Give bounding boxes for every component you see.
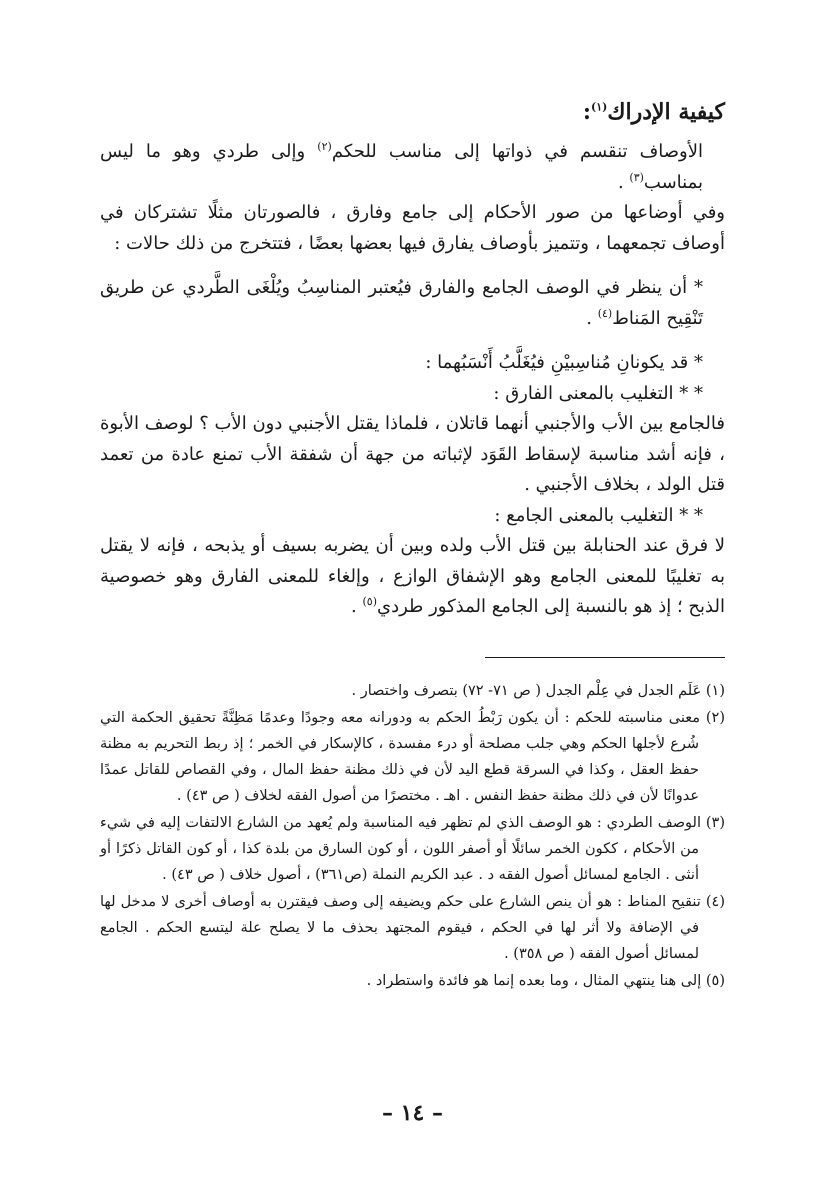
footnote-ref: (٤) xyxy=(597,306,613,320)
footnote: (٣) الوصف الطردي : هو الوصف الذي لم تظهر فيه المناسبة ولم يُعهد من الشارع الالتفات إليه في شيء من الأحكام ، ككون الخمر سائلًا أو أصفر اللون ، أو كون السارق من بلدة كذا ، أو كون القاتل ذكرًا أو أنثى . الجامع لمسائل أصول الفقه د . عبد الكريم النملة (ص٣٦١) ، أصول خلاف ( ص ٤٣) . xyxy=(100,814,725,883)
paragraph: لا فرق عند الحنابلة بين قتل الأب ولده وبين أن يضربه بسيف أو يذبحه ، فإنه لا يقتل به تغليبًا للمعنى الجامع وهو الإشفاق الوازع ، وإلغاء للمعنى الفارق وهو خصوصية الذبح ؛ إذ هو بالنسبة إلى الجامع المذكور طردي$^{(٥)}$ . xyxy=(100,535,725,617)
footnote: (٤) تنقيح المناط : هو أن ينص الشارع على حكم ويضيفه إلى وصف فيقترن به أوصاف أخرى لا مدخل لها في الإضافة ولا أثر لها في الحكم ، فيقوم المجتهد بحذف ما لا يصلح علة ليتسع الحكم . الجامع لمسائل أصول الفقه ( ص ٣٥٨) . xyxy=(100,893,725,962)
heading-title: كيفية الإدراك xyxy=(607,99,725,125)
footnote: (٢) معنى مناسبته للحكم : أن يكون رَبْطُ الحكم به ودورانه معه وجودًا وعدمًا مَظِنَّةً تحقيق الحكمة التي شُرع لأجلها الحكم وهي جلب مصلحة أو درء مفسدة ، كالإسكار في الخمر ؛ إذ ربط التحريم به مظنة حفظ العقل ، وكذا في السرقة قطع اليد لأن في ذلك مظنة حفظ المال ، وفي القصاص للقاتل عمدًا عدوانًا لأن في ذلك مظنة حفظ النفس . اهـ . مختصرًا من أصول الفقه لخلاف ( ص ٤٣) . xyxy=(100,709,725,804)
body-text xyxy=(100,137,725,623)
page-number: – ١٤ – xyxy=(382,1100,443,1126)
heading-colon: : xyxy=(582,99,591,125)
footnote-ref: (٢) xyxy=(317,140,332,153)
footnote-ref: (٣) xyxy=(629,170,644,184)
footnote: (١) عَلَم الجدل في عِلْم الجدل ( ص ٧١- ٧٢) بتصرف واختصار . xyxy=(351,682,725,699)
paragraph: وفي أوضاعها من صور الأحكام إلى جامع وفارق ، فالصورتان مثلًا تشتركان في أوصاف تجمعهما ، وتتميز بأوصاف يفارق فيها بعضها بعضًا ، فتتخرج من ذلك حالات : xyxy=(100,202,725,254)
paragraph: الأوصاف تنقسم في ذواتها إلى مناسب للحكم$^{(٢)}$ وإلى طردي وهو ما ليس بمناسب$^{(٣)}$ . xyxy=(100,140,704,193)
case-item: * أن ينظر في الوصف الجامع والفارق فيُعتبر المناسِبُ ويُلْغَى الطَّردي عن طريق تَنْقِيح المَناط$^{(٤)}$ . xyxy=(100,277,703,329)
footnote-divider xyxy=(485,657,725,658)
paragraph: فالجامع بين الأب والأجنبي أنهما قاتلان ، فلماذا يقتل الأجنبي دون الأب ؟ لوصف الأبوة ، فإنه أشد مناسبة لإسقاط القَوَد لإثباته من جهة أن شفقة الأب تمنع عادة من تعمد قتل الولد ، بخلاف الأجنبي . xyxy=(100,413,725,495)
footnotes xyxy=(100,678,725,994)
subcase-heading: * * التغليب بالمعنى الفارق : xyxy=(493,382,703,404)
subcase-heading: * * التغليب بالمعنى الجامع : xyxy=(494,504,703,526)
page-content xyxy=(100,96,725,995)
section-heading xyxy=(100,96,725,129)
footnote-ref: (١) xyxy=(590,100,608,114)
footnote-ref: (٥) xyxy=(362,595,378,608)
footnote: (٥) إلى هنا ينتهي المثال ، وما بعده إنما هو فائدة واستطراد . xyxy=(366,972,725,989)
case-item: * قد يكونانِ مُناسِبيْنِ فيُغَلَّبُ أَنْسَبُهما : xyxy=(425,352,703,373)
